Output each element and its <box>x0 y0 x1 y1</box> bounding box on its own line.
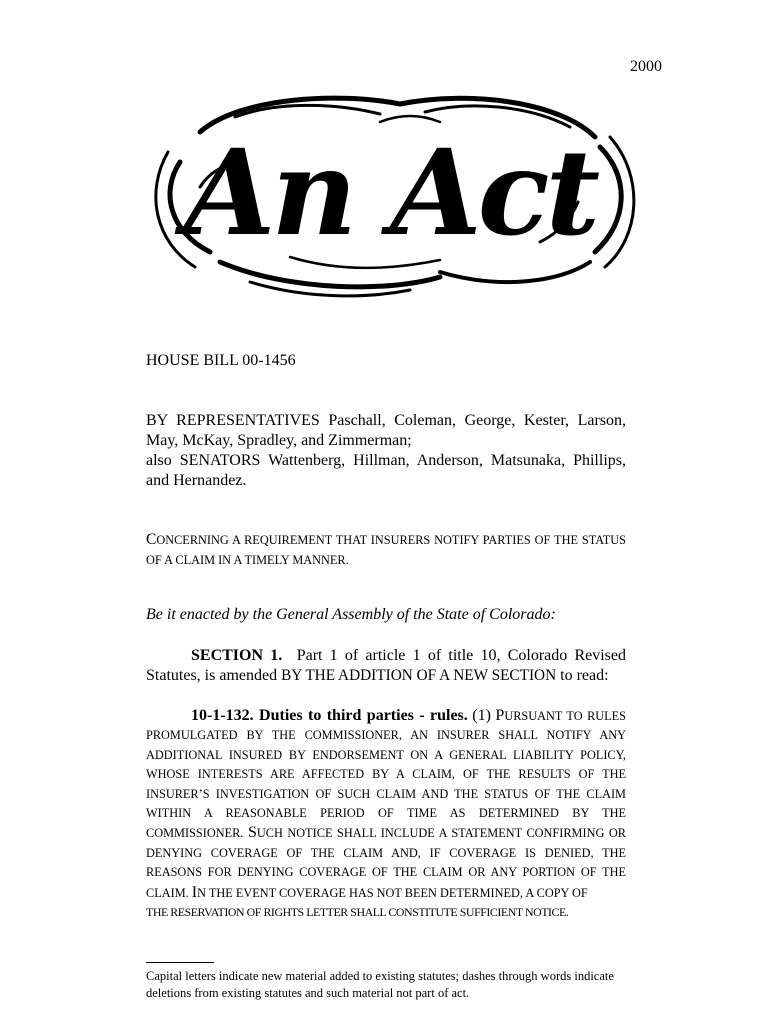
representatives-label: BY REPRESENTATIVES <box>146 412 320 429</box>
statute-lead-3: I <box>191 883 198 901</box>
year-label: 2000 <box>630 58 662 75</box>
statute-heading: 10-1-132. Duties to third parties - rules. <box>191 707 468 724</box>
bill-number: HOUSE BILL 00-1456 <box>146 352 296 369</box>
senators-list: Wattenberg, Hillman, Anderson, Matsunaka, Phillips, and Hernandez. <box>146 452 626 489</box>
statute-subsection: (1) <box>472 707 491 724</box>
section-1-end: to read: <box>560 667 609 684</box>
concerning-text: ONCERNING A REQUIREMENT THAT INSURERS NOTIFY PARTIES OF THE STATUS OF A CLAIM IN A TIMELY MANNER. <box>146 533 626 567</box>
section-1 <box>146 646 626 686</box>
an-act-logo <box>140 92 640 302</box>
statute-section <box>146 706 626 922</box>
statute-lead-1: P <box>495 707 505 724</box>
concerning-title <box>146 530 626 570</box>
section-1-text: Part 1 of article 1 of title 10, Colorado Revised Statutes, is amended <box>146 647 627 684</box>
an-act-logo-text: An Act <box>183 123 597 262</box>
concerning-lead-letter: C <box>146 531 157 548</box>
footnote: Capital letters indicate new material added to existing statutes; dashes through words indicate deletions from existing statutes and such material not part of act. <box>146 969 614 1000</box>
section-1-smallcaps: BY THE ADDITION OF A NEW SECTION <box>281 667 557 684</box>
statute-lead-2: S <box>247 824 257 842</box>
section-1-heading: SECTION 1. <box>191 647 283 664</box>
sponsors <box>146 411 626 491</box>
senators-label: also SENATORS <box>146 452 261 469</box>
representatives-list: Paschall, Coleman, George, Kester, Larson, May, McKay, Spradley, and Zimmerman; <box>146 412 627 449</box>
an-act-emblem-graphic <box>140 92 640 302</box>
enacting-clause: Be it enacted by the General Assembly of the State of Colorado: <box>146 606 556 623</box>
statute-text-1: URSUANT TO RULES PROMULGATED BY THE COMMISSIONER, AN INSURER SHALL NOTIFY ANY ADDITIONAL INSURED BY ENDORSEMENT ON A GENERAL LIABILITY POLICY, WHOSE INTERESTS ARE AFFECTED BY A CLAIM, OF THE RESULTS OF THE INSURER’S INVESTIGATION OF SUCH CLAIM AND THE STATUS OF THE CLAIM WITHIN A REASONABLE PERIOD OF TIME AS DETERMINED BY THE COMMISSIONER. <box>146 709 627 841</box>
statute-text-2: UCH NOTICE SHALL INCLUDE A STATEMENT CONFIRMING OR DENYING COVERAGE OF THE CLAIM AND, IF COVERAGE IS DENIED, THE REASONS FOR DENYING COVERAGE OF THE CLAIM OR ANY PORTION OF THE CLAIM. <box>146 826 626 900</box>
statute-last-line: THE RESERVATION OF RIGHTS LETTER SHALL CONSTITUTE SUFFICIENT NOTICE. <box>146 905 569 920</box>
footnote-rule <box>146 962 214 963</box>
statute-text-3: N THE EVENT COVERAGE HAS NOT BEEN DETERMINED, A COPY OF <box>197 885 588 900</box>
